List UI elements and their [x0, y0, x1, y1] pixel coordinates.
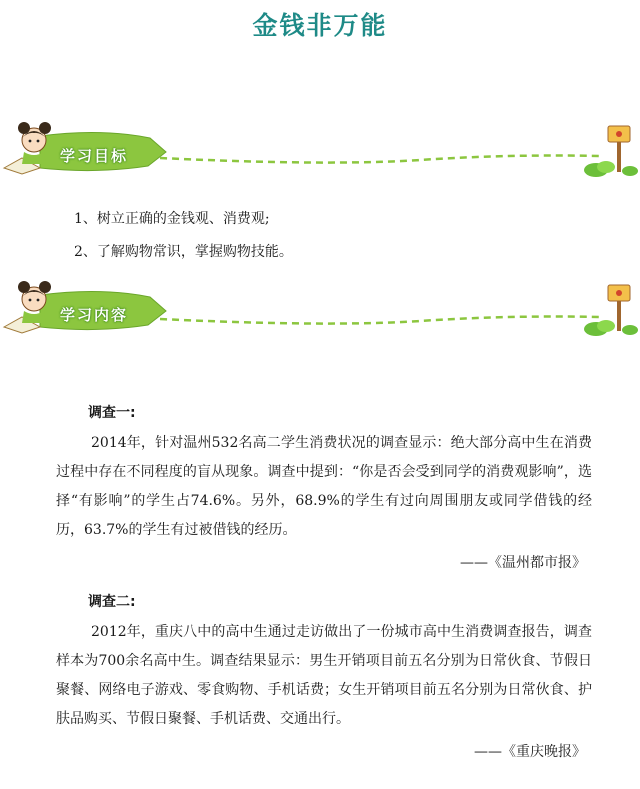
survey-source: ——《重庆晚报》 [474, 744, 586, 760]
goal-item: 1、树立正确的金钱观、消费观; [74, 211, 270, 227]
section-banner-content [0, 273, 640, 345]
survey-source: ——《温州都市报》 [460, 555, 586, 571]
content-label: 学习内容 [59, 306, 128, 324]
survey-content [54, 397, 614, 767]
survey-body: 2012年，重庆八中的高中生通过走访做出了一份城市高中生消费调查报告，调查样本为700余名高中生。调查结果显示：男生开销项目前五名分别为日常伙食、节假日聚餐、网络电子游戏、零食购物、手机话费；女生开销项目前五名分别为日常伙食、护肤品购买、节假日聚餐、手机话费、交通出行。 [56, 624, 592, 727]
survey-heading: 调查二: [88, 594, 136, 610]
survey-heading: 调查一: [88, 405, 136, 421]
goals-label: 学习目标 [59, 147, 128, 165]
page-title: 金钱非万能 [252, 11, 388, 40]
section-banner-goals [0, 118, 640, 190]
goals-list [74, 203, 293, 269]
goal-item: 2、了解购物常识，掌握购物技能。 [74, 244, 293, 260]
survey-body: 2014年，针对温州532名高二学生消费状况的调查显示：绝大部分高中生在消费过程中存在不同程度的盲从现象。调查中提到：“你是否会受到同学的消费观影响”，选择“有影响”的学生占74.6%。另外，68.9%的学生有过向周围朋友或同学借钱的经历，63.7%的学生有过被借钱的经历。 [56, 435, 592, 538]
